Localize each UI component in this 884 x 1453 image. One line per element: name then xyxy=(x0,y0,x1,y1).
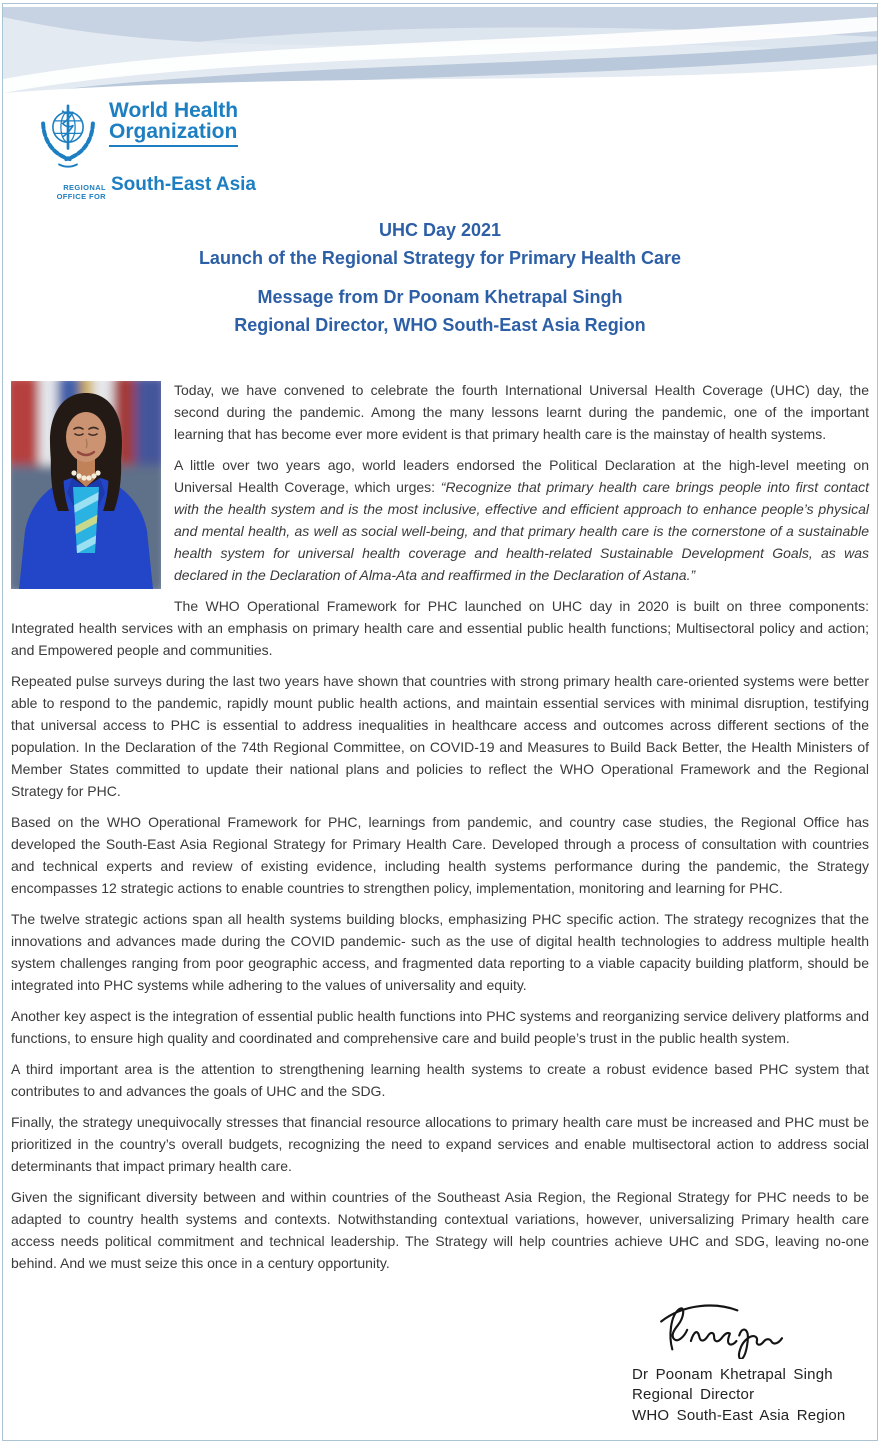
who-logo xyxy=(36,100,256,201)
title-block xyxy=(3,216,877,339)
doc-title-subject: Launch of the Regional Strategy for Primary Health Care xyxy=(198,248,682,268)
paragraph-10 xyxy=(11,1186,869,1274)
logo-org-line2: Organization xyxy=(109,120,238,143)
paragraph-6 xyxy=(11,908,869,996)
logo-org-line1: World Health xyxy=(109,99,239,122)
paragraph-9-text: Finally, the strategy unequivocally stresses that financial resource allocations to primary health care must be increased and PHC must be prioritized in the country’s overall budgets, recognizing the need to expand services and enable multisectoral action to address social determinants that impact primary health care. xyxy=(11,1114,869,1174)
logo-org-name xyxy=(109,100,238,147)
paragraph-3-text: The WHO Operational Framework for PHC launched on UHC day in 2020 is built on three components: Integrated health services with an emphasis on primary health care and essential public health functions; Multisectoral policy and action; and Empowered people and communities. xyxy=(11,598,869,658)
portrait-photo xyxy=(11,381,161,589)
signatory-org: WHO South-East Asia Region xyxy=(632,1406,846,1424)
paragraph-7-text: Another key aspect is the integration of essential public health functions into PHC systems and reorganizing service delivery platforms and functions, to ensure high quality and coordinated and comprehensive care and build people’s trust in the public health system. xyxy=(11,1008,869,1046)
who-emblem-icon xyxy=(36,100,100,172)
signatory-role: Regional Director xyxy=(632,1386,755,1403)
doc-title-event: UHC Day 2021 xyxy=(378,220,502,240)
paragraph-2-quote: “Recognize that primary health care brings people into first contact with the health system and is the most inclusive, effective and efficient approach to enhance people’s physical and mental health, as well as social well-being, and that primary health care is the cornerstone of a sustainable health system for universal health coverage and health-related Sustainable Development Goals, as was declared in the Declaration of Alma-Ata and reaffirmed in the Declaration of Astana.” xyxy=(174,479,869,583)
paragraph-10-text: Given the significant diversity between and within countries of the Southeast Asia Region, the Regional Strategy for PHC needs to be adapted to country health systems and contexts. Notwithstanding contextual variations, however, universalizing Primary health care access needs political commitment and technical leadership. The Strategy will help countries achieve UHC and SDG, leaving no-one behind. And we must seize this once in a century opportunity. xyxy=(11,1189,869,1271)
header-wave-graphic xyxy=(3,7,877,105)
paragraph-1-text: Today, we have convened to celebrate the fourth International Universal Health Coverage (UHC) day, the second during the pandemic. Among the many lessons learnt during the pandemic, one of the important learning that has become ever more evident is that primary health care is the mainstay of health systems. xyxy=(174,382,869,442)
paragraph-3 xyxy=(11,595,869,661)
paragraph-8-text: A third important area is the attention to strengthening learning health systems to create a robust evidence based PHC system that contributes to and advances the goals of UHC and the SDG. xyxy=(11,1061,869,1099)
signature-block xyxy=(632,1297,867,1427)
paragraph-5 xyxy=(11,811,869,899)
paragraph-4-text: Repeated pulse surveys during the last two years have shown that countries with strong primary health care-oriented systems were better able to respond to the pandemic, rapidly mount public health actions, and maintain essential services with minimal disruption, testifying that universal access to PHC is essential to address inequalities in healthcare access and outcomes across different sections of the population. In the Declaration of the 74th Regional Committee, on COVID-19 and Measures to Build Back Better, the Health Ministers of Member States committed to update their national plans and policies to reflect the WHO Operational Framework and the Regional Strategy for PHC. xyxy=(11,673,869,799)
paragraph-6-text: The twelve strategic actions span all health systems building blocks, emphasizing PHC specific action. The strategy recognizes that the innovations and advances made during the COVID pandemic- such as the use of digital health technologies to address multiple health system challenges ranging from poor geographic access, and fragmented data reporting to a viable capacity building platform, should be integrated into PHC systems while adhering to the values of universality and equity. xyxy=(11,911,869,993)
signatory-name: Dr Poonam Khetrapal Singh xyxy=(632,1365,833,1383)
logo-region-name: South-East Asia xyxy=(111,174,256,195)
logo-office-prefix: REGIONAL OFFICE FOR xyxy=(56,183,106,201)
letter-body xyxy=(11,379,869,1283)
paragraph-5-text: Based on the WHO Operational Framework for PHC, learnings from pandemic, and country case studies, the Regional Office has developed the South-East Asia Regional Strategy for Primary Health Care. Developed through a process of consultation with countries and technical experts and review of existing evidence, including health systems performance during the pandemic, the Strategy encompasses 12 strategic actions to enable countries to strengthen policy, implementation, monitoring and learning for PHC. xyxy=(11,814,869,896)
doc-title-message-from: Message from Dr Poonam Khetrapal Singh xyxy=(257,287,623,307)
paragraph-2-text: A little over two years ago, world leaders endorsed the Political Declaration at the high-level meeting on Universal Health Coverage, which urges: xyxy=(174,457,869,495)
paragraph-4 xyxy=(11,670,869,802)
paragraph-7 xyxy=(11,1005,869,1049)
paragraph-9 xyxy=(11,1111,869,1177)
signature-scribble xyxy=(650,1297,808,1359)
doc-title-author-role: Regional Director, WHO South-East Asia Region xyxy=(234,315,646,335)
letter-page xyxy=(2,3,878,1441)
paragraph-8 xyxy=(11,1058,869,1102)
